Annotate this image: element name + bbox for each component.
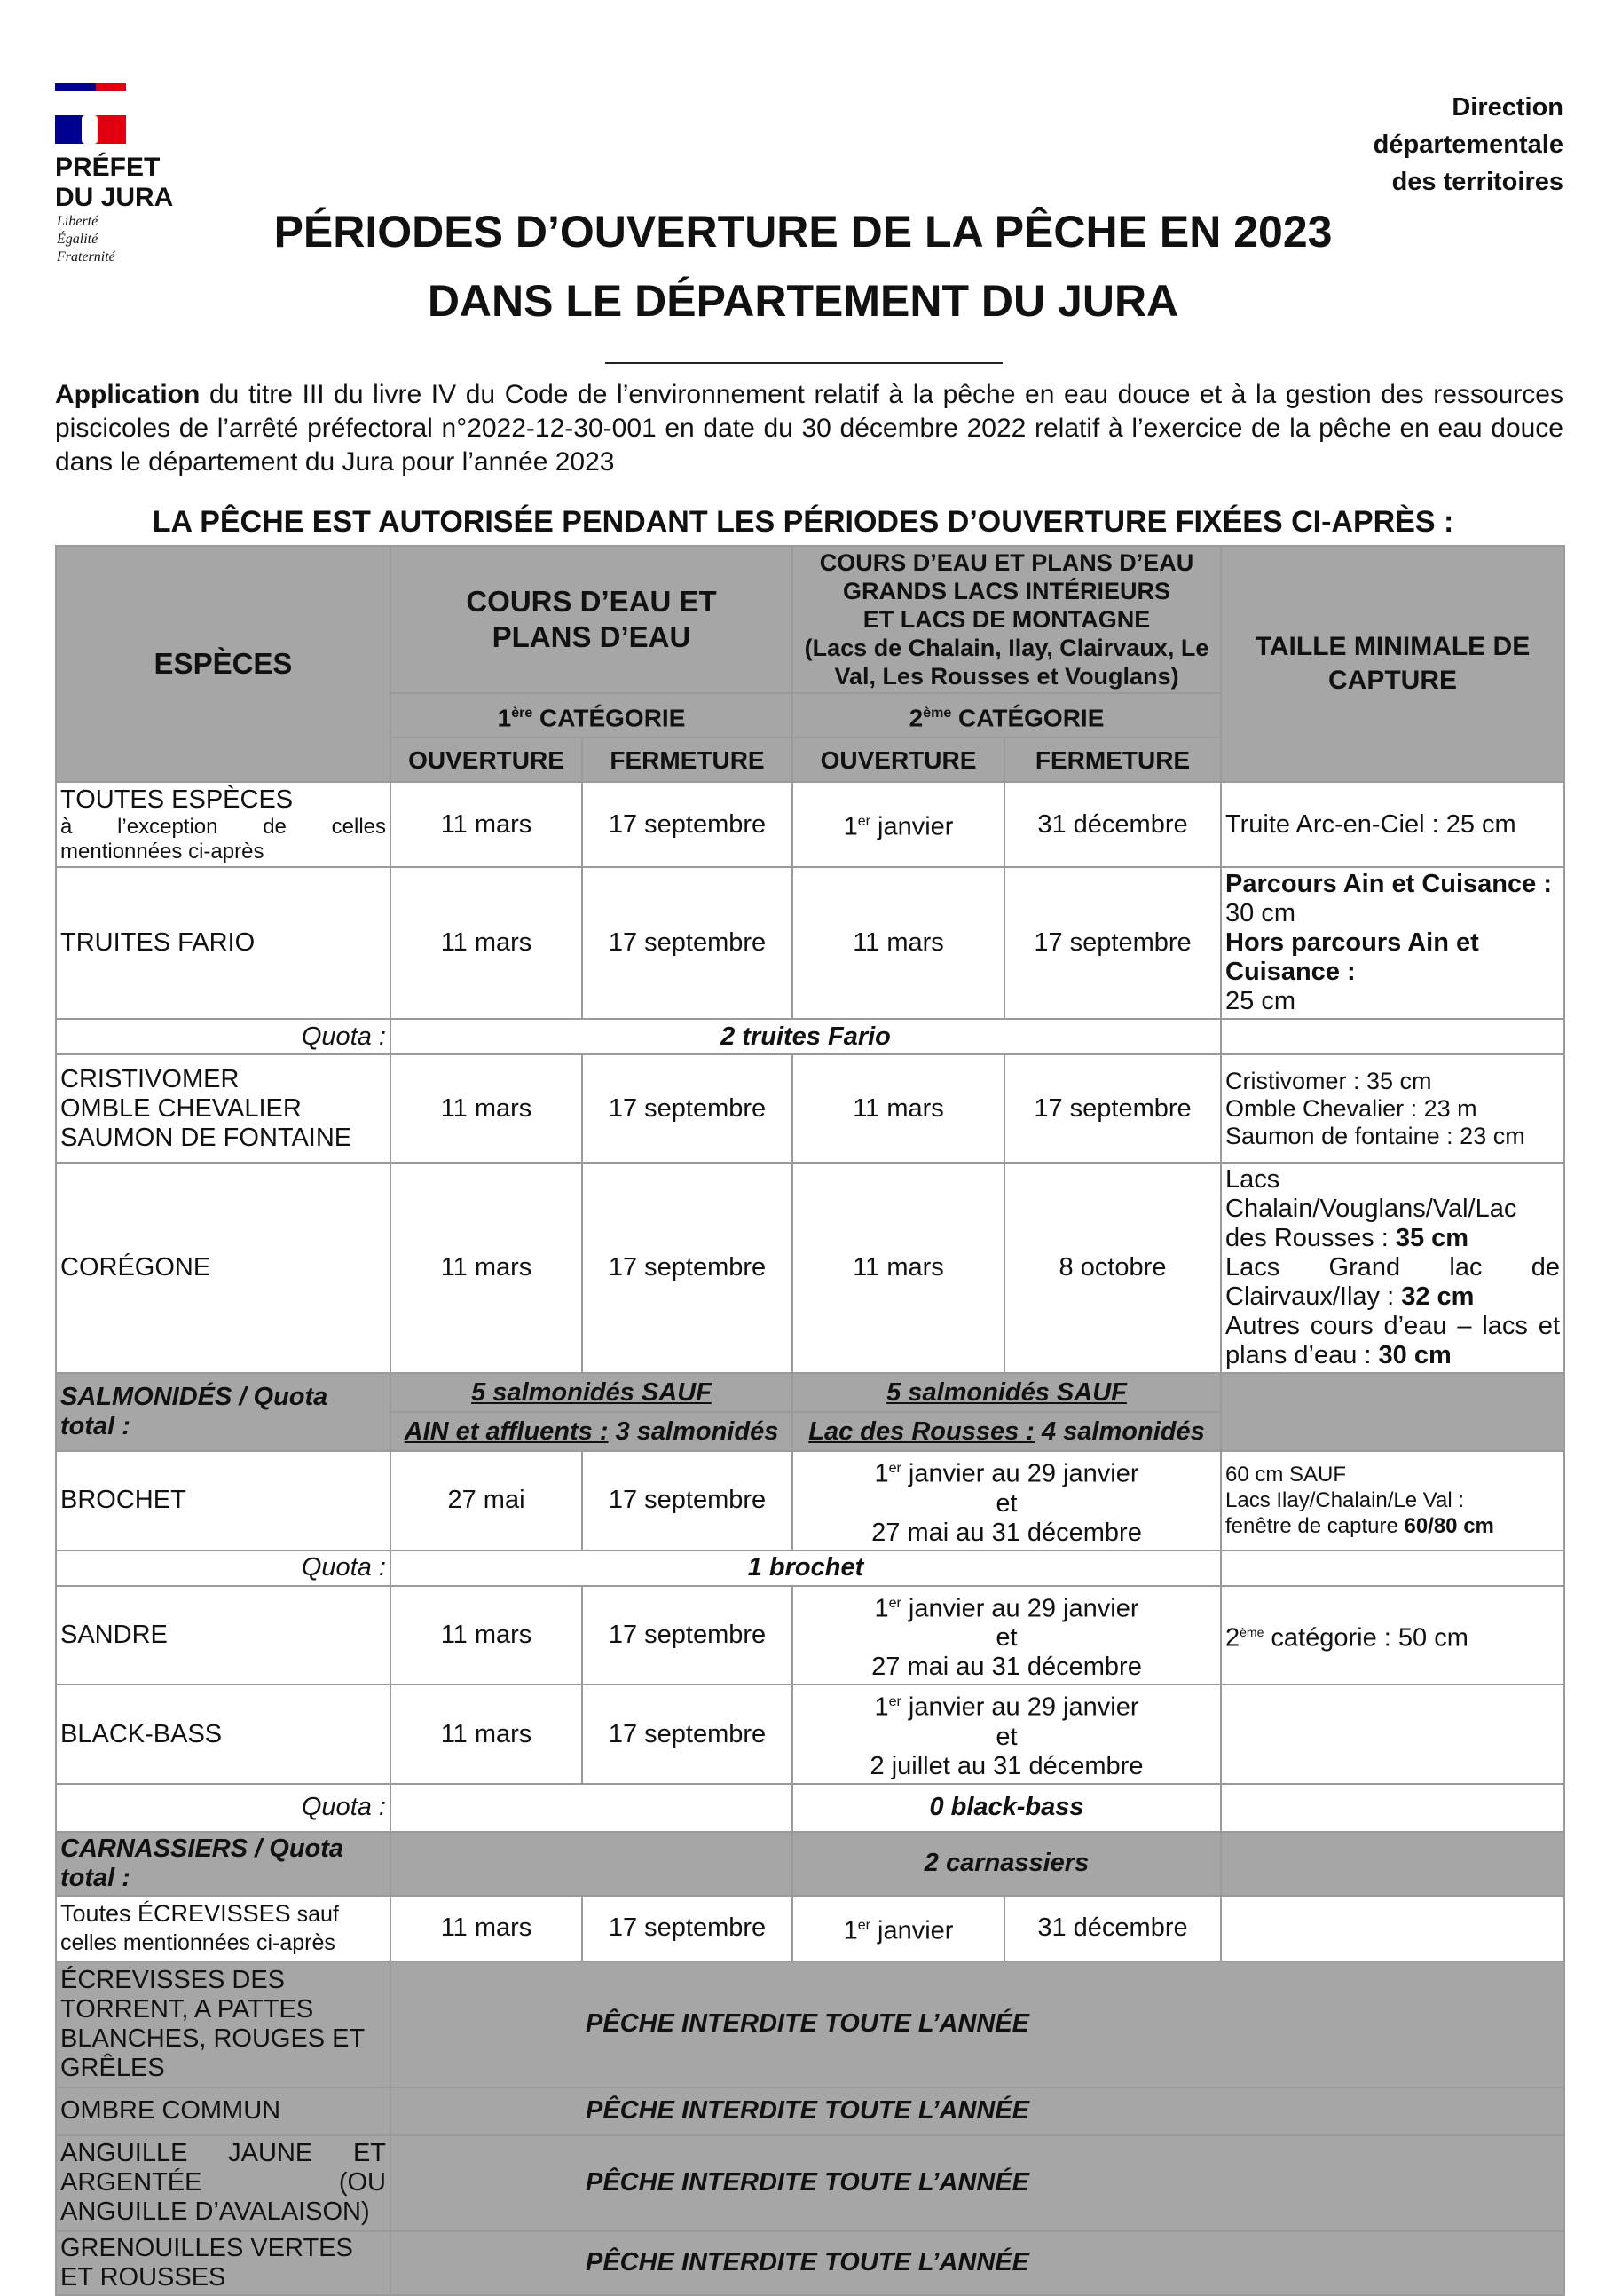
header-category2-waters: COURS D’EAU ET PLANS D’EAU GRANDS LACS INTÉRIEURS ET LACS DE MONTAGNE (Lacs de Chalain, Ilay, Clairvaux, Le Val, Les Rousses et Vouglans) bbox=[792, 546, 1221, 693]
issuing-service: Direction départementale des territoires bbox=[1373, 93, 1563, 196]
c2-open-cell: 11 mars bbox=[792, 867, 1004, 1019]
prefet-logo-text: PRÉFET DU JURA bbox=[55, 153, 174, 212]
quota-total-row bbox=[56, 1832, 1564, 1896]
size-cell: 60 cm SAUF Lacs Ilay/Chalain/Le Val : fenêtre de capture 60/80 cm bbox=[1221, 1451, 1564, 1550]
header-c2-open: OUVERTURE bbox=[792, 738, 1004, 782]
species-cell: ANGUILLE JAUNE ET ARGENTÉE (OU ANGUILLE D’AVALAISON) bbox=[56, 2135, 390, 2231]
table-row bbox=[56, 2087, 1564, 2135]
quota-total-label: CARNASSIERS / Quota total : bbox=[56, 1832, 390, 1896]
c2-close-cell: 31 décembre bbox=[1004, 1896, 1221, 1961]
species-cell: Toutes ÉCREVISSES sauf celles mentionnées ci-après bbox=[56, 1896, 390, 1961]
quota-c2-line2: Lac des Rousses : 4 salmonidés bbox=[792, 1412, 1221, 1451]
header-category1: 1ère CATÉGORIE bbox=[390, 693, 792, 738]
quota-c1-line1: 5 salmonidés SAUF bbox=[390, 1373, 792, 1412]
table-row bbox=[56, 1163, 1564, 1373]
c2-open-cell: 11 mars bbox=[792, 1163, 1004, 1373]
species-cell: SANDRE bbox=[56, 1586, 390, 1685]
forbidden-cell: PÊCHE INTERDITE TOUTE L’ANNÉE bbox=[390, 2231, 1564, 2295]
c2-period-cell: 1er janvier au 29 janvier et 27 mai au 31 décembre bbox=[792, 1586, 1221, 1685]
c1-close-cell: 17 septembre bbox=[582, 782, 792, 867]
c2-close-cell: 31 décembre bbox=[1004, 782, 1221, 867]
c1-close-cell: 17 septembre bbox=[582, 867, 792, 1019]
c1-close-cell: 17 septembre bbox=[582, 1054, 792, 1163]
c2-open-cell: 1er janvier bbox=[792, 1896, 1004, 1961]
intro-paragraph: Application du titre III du livre IV du Code de l’environnement relatif à la pêche en eau douce et à la gestion des ressources piscicoles de l’arrêté préfectoral n°2022-12-30-001 en date du 30 décembre 2022 relatif à l’exercice de la pêche en eau douce dans le département du Jura pour l’année 2023 bbox=[55, 380, 1563, 477]
table-row bbox=[56, 2135, 1564, 2231]
quota-value: 2 truites Fario bbox=[390, 1019, 1221, 1054]
c1-close-cell: 17 septembre bbox=[582, 1685, 792, 1784]
header-c1-open: OUVERTURE bbox=[390, 738, 582, 782]
quota-c1-line2: AIN et affluents : 3 salmonidés bbox=[390, 1412, 792, 1451]
c1-open-cell: 11 mars bbox=[390, 782, 582, 867]
size-cell: Cristivomer : 35 cm Omble Chevalier : 23 m Saumon de fontaine : 23 cm bbox=[1221, 1054, 1564, 1163]
species-cell: ÉCREVISSES DES TORRENT, A PATTES BLANCHES, ROUGES ET GRÊLES bbox=[56, 1961, 390, 2087]
header-category1-waters: COURS D’EAU ET PLANS D’EAU bbox=[390, 546, 792, 693]
size-cell: Lacs Chalain/Vouglans/Val/Lac des Rousses : 35 cm Lacs Grand lac de Clairvaux/Ilay : 32 cm Autres cours d’eau – lacs et plans d’eau : 30 cm bbox=[1221, 1163, 1564, 1373]
quota-total-value: 2 carnassiers bbox=[792, 1832, 1221, 1896]
size-cell: Truite Arc-en-Ciel : 25 cm bbox=[1221, 782, 1564, 867]
table-row bbox=[56, 1685, 1564, 1784]
c1-open-cell: 11 mars bbox=[390, 1685, 582, 1784]
species-cell: GRENOUILLES VERTES ET ROUSSES bbox=[56, 2231, 390, 2295]
species-cell: TOUTES ESPÈCES à l’exception de celles mentionnées ci-après bbox=[56, 782, 390, 867]
marianne-logo bbox=[55, 83, 126, 146]
header-category2: 2ème CATÉGORIE bbox=[792, 693, 1221, 738]
forbidden-cell: PÊCHE INTERDITE TOUTE L’ANNÉE bbox=[390, 2135, 1564, 2231]
c2-open-cell: 11 mars bbox=[792, 1054, 1004, 1163]
c1-open-cell: 11 mars bbox=[390, 1896, 582, 1961]
c1-close-cell: 17 septembre bbox=[582, 1163, 792, 1373]
table-row bbox=[56, 1586, 1564, 1685]
quota-label: Quota : bbox=[56, 1019, 390, 1054]
c1-open-cell: 11 mars bbox=[390, 1054, 582, 1163]
size-cell bbox=[1221, 1896, 1564, 1961]
quota-total-label: SALMONIDÉS / Quota total : bbox=[56, 1373, 390, 1451]
quota-value: 0 black-bass bbox=[792, 1784, 1221, 1832]
quota-total-row bbox=[56, 1373, 1564, 1412]
size-cell: Parcours Ain et Cuisance : 30 cm Hors parcours Ain et Cuisance : 25 cm bbox=[1221, 867, 1564, 1019]
fishing-periods-table bbox=[55, 545, 1565, 2296]
c1-open-cell: 11 mars bbox=[390, 1163, 582, 1373]
species-cell: CORÉGONE bbox=[56, 1163, 390, 1373]
quota-label: Quota : bbox=[56, 1784, 390, 1832]
c2-period-cell: 1er janvier au 29 janvier et 2 juillet au 31 décembre bbox=[792, 1685, 1221, 1784]
title-divider bbox=[605, 362, 1003, 364]
size-cell bbox=[1221, 1685, 1564, 1784]
c2-open-cell: 1er janvier bbox=[792, 782, 1004, 867]
species-cell: CRISTIVOMER OMBLE CHEVALIER SAUMON DE FONTAINE bbox=[56, 1054, 390, 1163]
table-row bbox=[56, 1451, 1564, 1550]
c1-close-cell: 17 septembre bbox=[582, 1586, 792, 1685]
header-species: ESPÈCES bbox=[56, 546, 390, 782]
c1-open-cell: 11 mars bbox=[390, 1586, 582, 1685]
quota-label: Quota : bbox=[56, 1550, 390, 1586]
c2-close-cell: 17 septembre bbox=[1004, 867, 1221, 1019]
page-title: PÉRIODES D’OUVERTURE DE LA PÊCHE EN 2023 DANS LE DÉPARTEMENT DU JURA bbox=[273, 207, 1333, 326]
quota-row bbox=[56, 1784, 1564, 1832]
c2-close-cell: 17 septembre bbox=[1004, 1054, 1221, 1163]
c1-close-cell: 17 septembre bbox=[582, 1451, 792, 1550]
quota-c2-line1: 5 salmonidés SAUF bbox=[792, 1373, 1221, 1412]
motto: Liberté Égalité Fraternité bbox=[57, 214, 115, 264]
quota-row bbox=[56, 1550, 1564, 1586]
header-min-size: TAILLE MINIMALE DE CAPTURE bbox=[1221, 546, 1564, 782]
table-row bbox=[56, 867, 1564, 1019]
species-cell: BROCHET bbox=[56, 1451, 390, 1550]
quota-value: 1 brochet bbox=[390, 1550, 1221, 1586]
table-row bbox=[56, 1961, 1564, 2087]
table-row bbox=[56, 2231, 1564, 2295]
c2-close-cell: 8 octobre bbox=[1004, 1163, 1221, 1373]
table-row bbox=[56, 1896, 1564, 1961]
species-cell: OMBRE COMMUN bbox=[56, 2087, 390, 2135]
header-c2-close: FERMETURE bbox=[1004, 738, 1221, 782]
c1-open-cell: 11 mars bbox=[390, 867, 582, 1019]
forbidden-cell: PÊCHE INTERDITE TOUTE L’ANNÉE bbox=[390, 1961, 1564, 2087]
forbidden-cell: PÊCHE INTERDITE TOUTE L’ANNÉE bbox=[390, 2087, 1564, 2135]
size-cell: 2ème catégorie : 50 cm bbox=[1221, 1586, 1564, 1685]
c2-period-cell: 1er janvier au 29 janvier et 27 mai au 31 décembre bbox=[792, 1451, 1221, 1550]
table-row bbox=[56, 1054, 1564, 1163]
table-row bbox=[56, 782, 1564, 867]
species-cell: TRUITES FARIO bbox=[56, 867, 390, 1019]
species-cell: BLACK-BASS bbox=[56, 1685, 390, 1784]
quota-row bbox=[56, 1019, 1564, 1054]
section-heading: LA PÊCHE EST AUTORISÉE PENDANT LES PÉRIODES D’OUVERTURE FIXÉES CI-APRÈS : bbox=[152, 505, 1454, 539]
header-c1-close: FERMETURE bbox=[582, 738, 792, 782]
c1-close-cell: 17 septembre bbox=[582, 1896, 792, 1961]
c1-open-cell: 27 mai bbox=[390, 1451, 582, 1550]
